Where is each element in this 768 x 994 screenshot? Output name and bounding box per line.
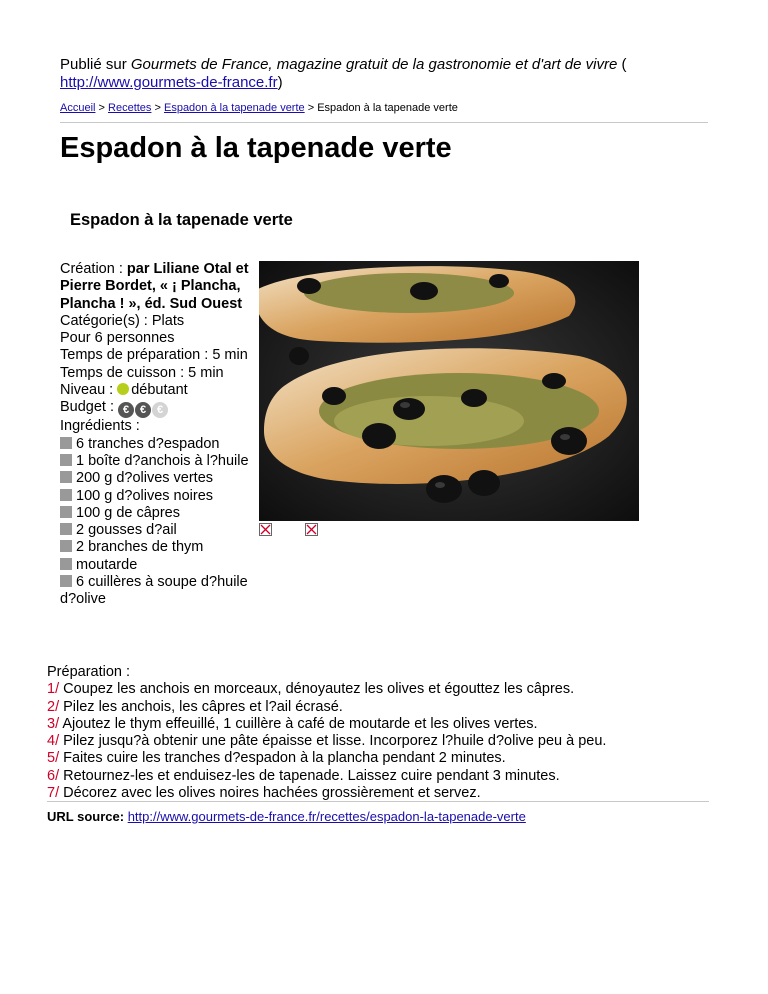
- footer-divider: [47, 801, 709, 802]
- recipe-meta: [60, 261, 250, 609]
- breadcrumb-recipe-link[interactable]: Espadon à la tapenade verte: [163, 102, 305, 114]
- step-number: 3/: [47, 715, 60, 732]
- publication-name: Gourmets de France, magazine gratuit de la gastronomie et d'art de vivre: [130, 56, 618, 73]
- open-paren: (: [617, 56, 627, 73]
- broken-image-icon: [305, 523, 318, 536]
- euro-icon: €: [152, 402, 168, 418]
- step-text: Décorez avec les olives noires hachées grossièrement et servez.: [59, 785, 481, 802]
- preparation-step: [47, 699, 707, 716]
- preparation-step: [47, 750, 707, 767]
- breadcrumb-separator: >: [95, 102, 109, 114]
- recipe-photo: [259, 261, 639, 521]
- swordfish-photo-illustration: [259, 261, 639, 521]
- step-text: Pilez jusqu?à obtenir une pâte épaisse et lisse. Incorporez l?huile d?olive peu à peu.: [59, 733, 607, 750]
- ingredient: 2 gousses d?ail: [76, 522, 177, 539]
- cook-time: Temps de cuisson : 5 min: [60, 364, 224, 381]
- breadcrumb-recipes-link[interactable]: Recettes: [108, 102, 152, 114]
- recipe-subtitle: Espadon à la tapenade verte: [70, 211, 293, 229]
- ingredient: 2 branches de thym: [76, 539, 204, 556]
- bullet-square-icon: [60, 558, 72, 570]
- bullet-square-icon: [60, 454, 72, 466]
- step-text: Retournez-les et enduisez-les de tapenade. Laissez cuire pendant 3 minutes.: [59, 767, 560, 784]
- level-label: Niveau :: [60, 382, 118, 399]
- breadcrumb-separator: >: [304, 102, 318, 114]
- site-link[interactable]: http://www.gourmets-de-france.fr: [60, 74, 278, 91]
- step-text: Faites cuire les tranches d?espadon à la plancha pendant 2 minutes.: [59, 750, 506, 767]
- step-number: 7/: [47, 785, 60, 802]
- level-dot-icon: [117, 383, 129, 395]
- close-paren: ): [277, 74, 283, 91]
- euro-icon: €: [135, 402, 151, 418]
- level-value: débutant: [131, 382, 188, 399]
- source-link[interactable]: http://www.gourmets-de-france.fr/recettes/espadon-la-tapenade-verte: [127, 809, 526, 824]
- preparation-label: Préparation :: [47, 664, 131, 680]
- euro-icon: €: [118, 402, 134, 418]
- page-title: Espadon à la tapenade verte: [60, 132, 452, 164]
- breadcrumb-current: Espadon à la tapenade verte: [317, 102, 458, 114]
- published-notice: [60, 56, 700, 92]
- step-number: 1/: [47, 681, 60, 698]
- bullet-square-icon: [60, 471, 72, 483]
- bullet-square-icon: [60, 540, 72, 552]
- servings: Pour 6 personnes: [60, 330, 175, 347]
- ingredients-label: Ingrédients :: [60, 418, 140, 435]
- preparation-step: [47, 768, 707, 785]
- breadcrumb: [60, 102, 458, 114]
- ingredient: 1 boîte d?anchois à l?huile: [76, 452, 249, 469]
- ingredient: 100 g de câpres: [76, 504, 180, 521]
- step-number: 5/: [47, 750, 60, 767]
- step-text: Coupez les anchois en morceaux, dénoyautez les olives et égouttez les câpres.: [59, 681, 575, 698]
- broken-image-icon: [259, 523, 272, 536]
- breadcrumb-home-link[interactable]: Accueil: [60, 102, 96, 114]
- preparation-step: [47, 681, 707, 698]
- preparation-step: [47, 785, 707, 802]
- budget-label: Budget :: [60, 399, 119, 416]
- step-number: 2/: [47, 698, 60, 715]
- step-text: Ajoutez le thym effeuillé, 1 cuillère à café de moutarde et les olives vertes.: [59, 715, 538, 732]
- preparation-step: [47, 716, 707, 733]
- ingredient: 6 cuillères à soupe d?huile d?olive: [60, 574, 248, 608]
- creation-author: par Liliane Otal et Pierre Bordet, « ¡ Plancha, Plancha ! », éd. Sud Ouest: [60, 261, 249, 312]
- category: Catégorie(s) : Plats: [60, 312, 185, 329]
- preparation: [47, 664, 707, 802]
- step-number: 4/: [47, 733, 60, 750]
- bullet-square-icon: [60, 489, 72, 501]
- bullet-square-icon: [60, 506, 72, 518]
- bullet-square-icon: [60, 523, 72, 535]
- ingredient: 200 g d?olives vertes: [76, 470, 214, 487]
- bullet-square-icon: [60, 437, 72, 449]
- step-text: Pilez les anchois, les câpres et l?ail écrasé.: [59, 698, 343, 715]
- ingredient: 6 tranches d?espadon: [76, 435, 220, 452]
- bullet-square-icon: [60, 575, 72, 587]
- preparation-step: [47, 733, 707, 750]
- creation-label: Création :: [60, 261, 127, 277]
- step-number: 6/: [47, 767, 60, 784]
- breadcrumb-separator: >: [151, 102, 164, 114]
- prep-time: Temps de préparation : 5 min: [60, 347, 248, 364]
- source-line: [47, 809, 526, 824]
- published-prefix: Publié sur: [60, 56, 131, 73]
- ingredient: 100 g d?olives noires: [76, 487, 214, 504]
- header-divider: [60, 122, 708, 123]
- source-label: URL source:: [47, 809, 125, 824]
- ingredient: moutarde: [76, 556, 138, 573]
